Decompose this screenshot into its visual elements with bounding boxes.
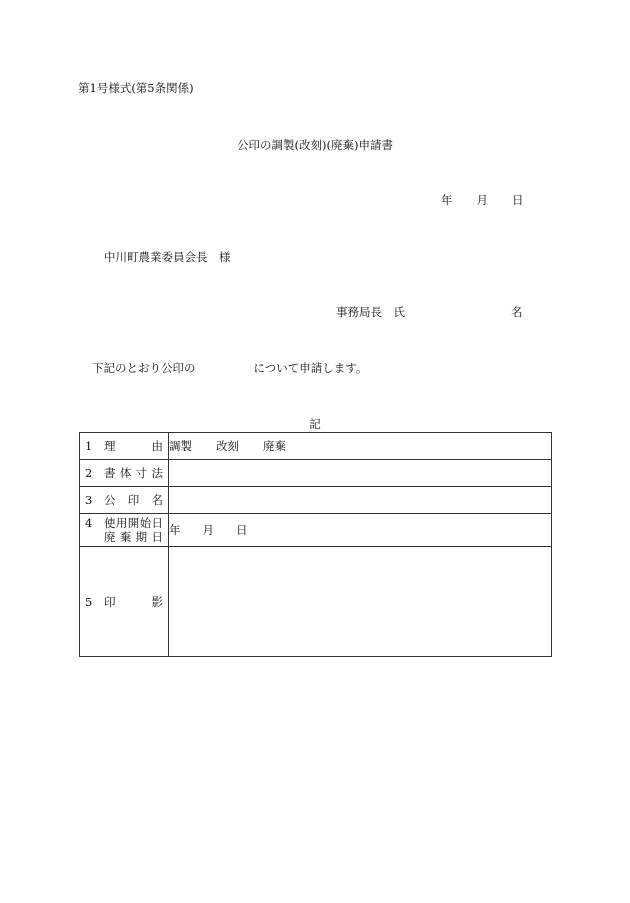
row-number: 3 — [85, 493, 93, 507]
sender-name-suffix: 名 — [511, 305, 523, 319]
body-text — [92, 360, 367, 376]
label-cell-dates — [80, 514, 169, 547]
ki-heading: 記 — [309, 417, 321, 431]
date-year-label: 年 — [441, 193, 453, 207]
label-char: 印 — [104, 594, 116, 609]
label-char: 期 — [135, 530, 148, 544]
form-number: 第1号様式(第5条関係) — [78, 81, 194, 95]
date-month-label: 月 — [476, 193, 488, 207]
label-char: 由 — [151, 439, 163, 453]
row-number: 5 — [85, 594, 93, 609]
label-char: 体 — [119, 466, 132, 480]
label-cell-reason — [80, 433, 169, 460]
date-day-label: 日 — [236, 523, 248, 537]
label-char: 始 — [139, 516, 152, 530]
option-haiki: 廃棄 — [263, 439, 286, 453]
label-char: 名 — [151, 493, 163, 507]
label-char: 寸 — [135, 466, 148, 480]
label-char: 理 — [104, 439, 116, 453]
sender-title: 事務局長 氏 — [336, 305, 405, 319]
label-char: 用 — [115, 516, 128, 530]
document-title: 公印の調製(改刻)(廃棄)申請書 — [237, 138, 393, 152]
label-char: 影 — [151, 594, 163, 609]
date-day-label: 日 — [512, 193, 524, 207]
label-char: 法 — [151, 466, 163, 480]
row-number: 1 — [85, 439, 93, 453]
body-text-before: 下記のとおり公印の — [92, 361, 196, 375]
label-char: 公 — [104, 493, 116, 507]
application-details-table — [79, 432, 552, 657]
label-cell-font-size — [80, 460, 169, 487]
label-cell-seal-name — [80, 487, 169, 514]
addressee: 中川町農業委員会長 様 — [104, 250, 231, 264]
label-char: 印 — [127, 493, 140, 507]
date-month-label: 月 — [202, 523, 214, 537]
row-number: 4 — [85, 516, 93, 530]
body-text-after: について申請します。 — [253, 361, 368, 375]
label-char: 日 — [151, 516, 163, 530]
label-char: 使 — [104, 516, 116, 530]
row-number: 2 — [85, 466, 93, 480]
application-date — [441, 192, 524, 208]
value-cell-reason — [169, 433, 552, 460]
label-cell-seal-impression — [80, 547, 169, 657]
table-row-seal-name — [80, 487, 552, 514]
table-row-reason — [80, 433, 552, 460]
value-cell-seal-name — [169, 487, 552, 514]
option-chousei: 調製 — [169, 439, 192, 453]
table-row-dates — [80, 514, 552, 547]
label-char: 開 — [127, 516, 140, 530]
table-row-seal-impression — [80, 547, 552, 657]
table-row-font-size — [80, 460, 552, 487]
value-cell-font-size — [169, 460, 552, 487]
date-year-label: 年 — [169, 523, 181, 537]
label-char: 棄 — [119, 530, 132, 544]
value-cell-seal-impression — [169, 547, 552, 657]
label-char: 廃 — [104, 530, 116, 544]
label-char: 書 — [104, 466, 116, 480]
value-cell-dates — [169, 514, 552, 547]
option-kaikoku: 改刻 — [216, 439, 239, 453]
label-char: 日 — [151, 530, 163, 544]
